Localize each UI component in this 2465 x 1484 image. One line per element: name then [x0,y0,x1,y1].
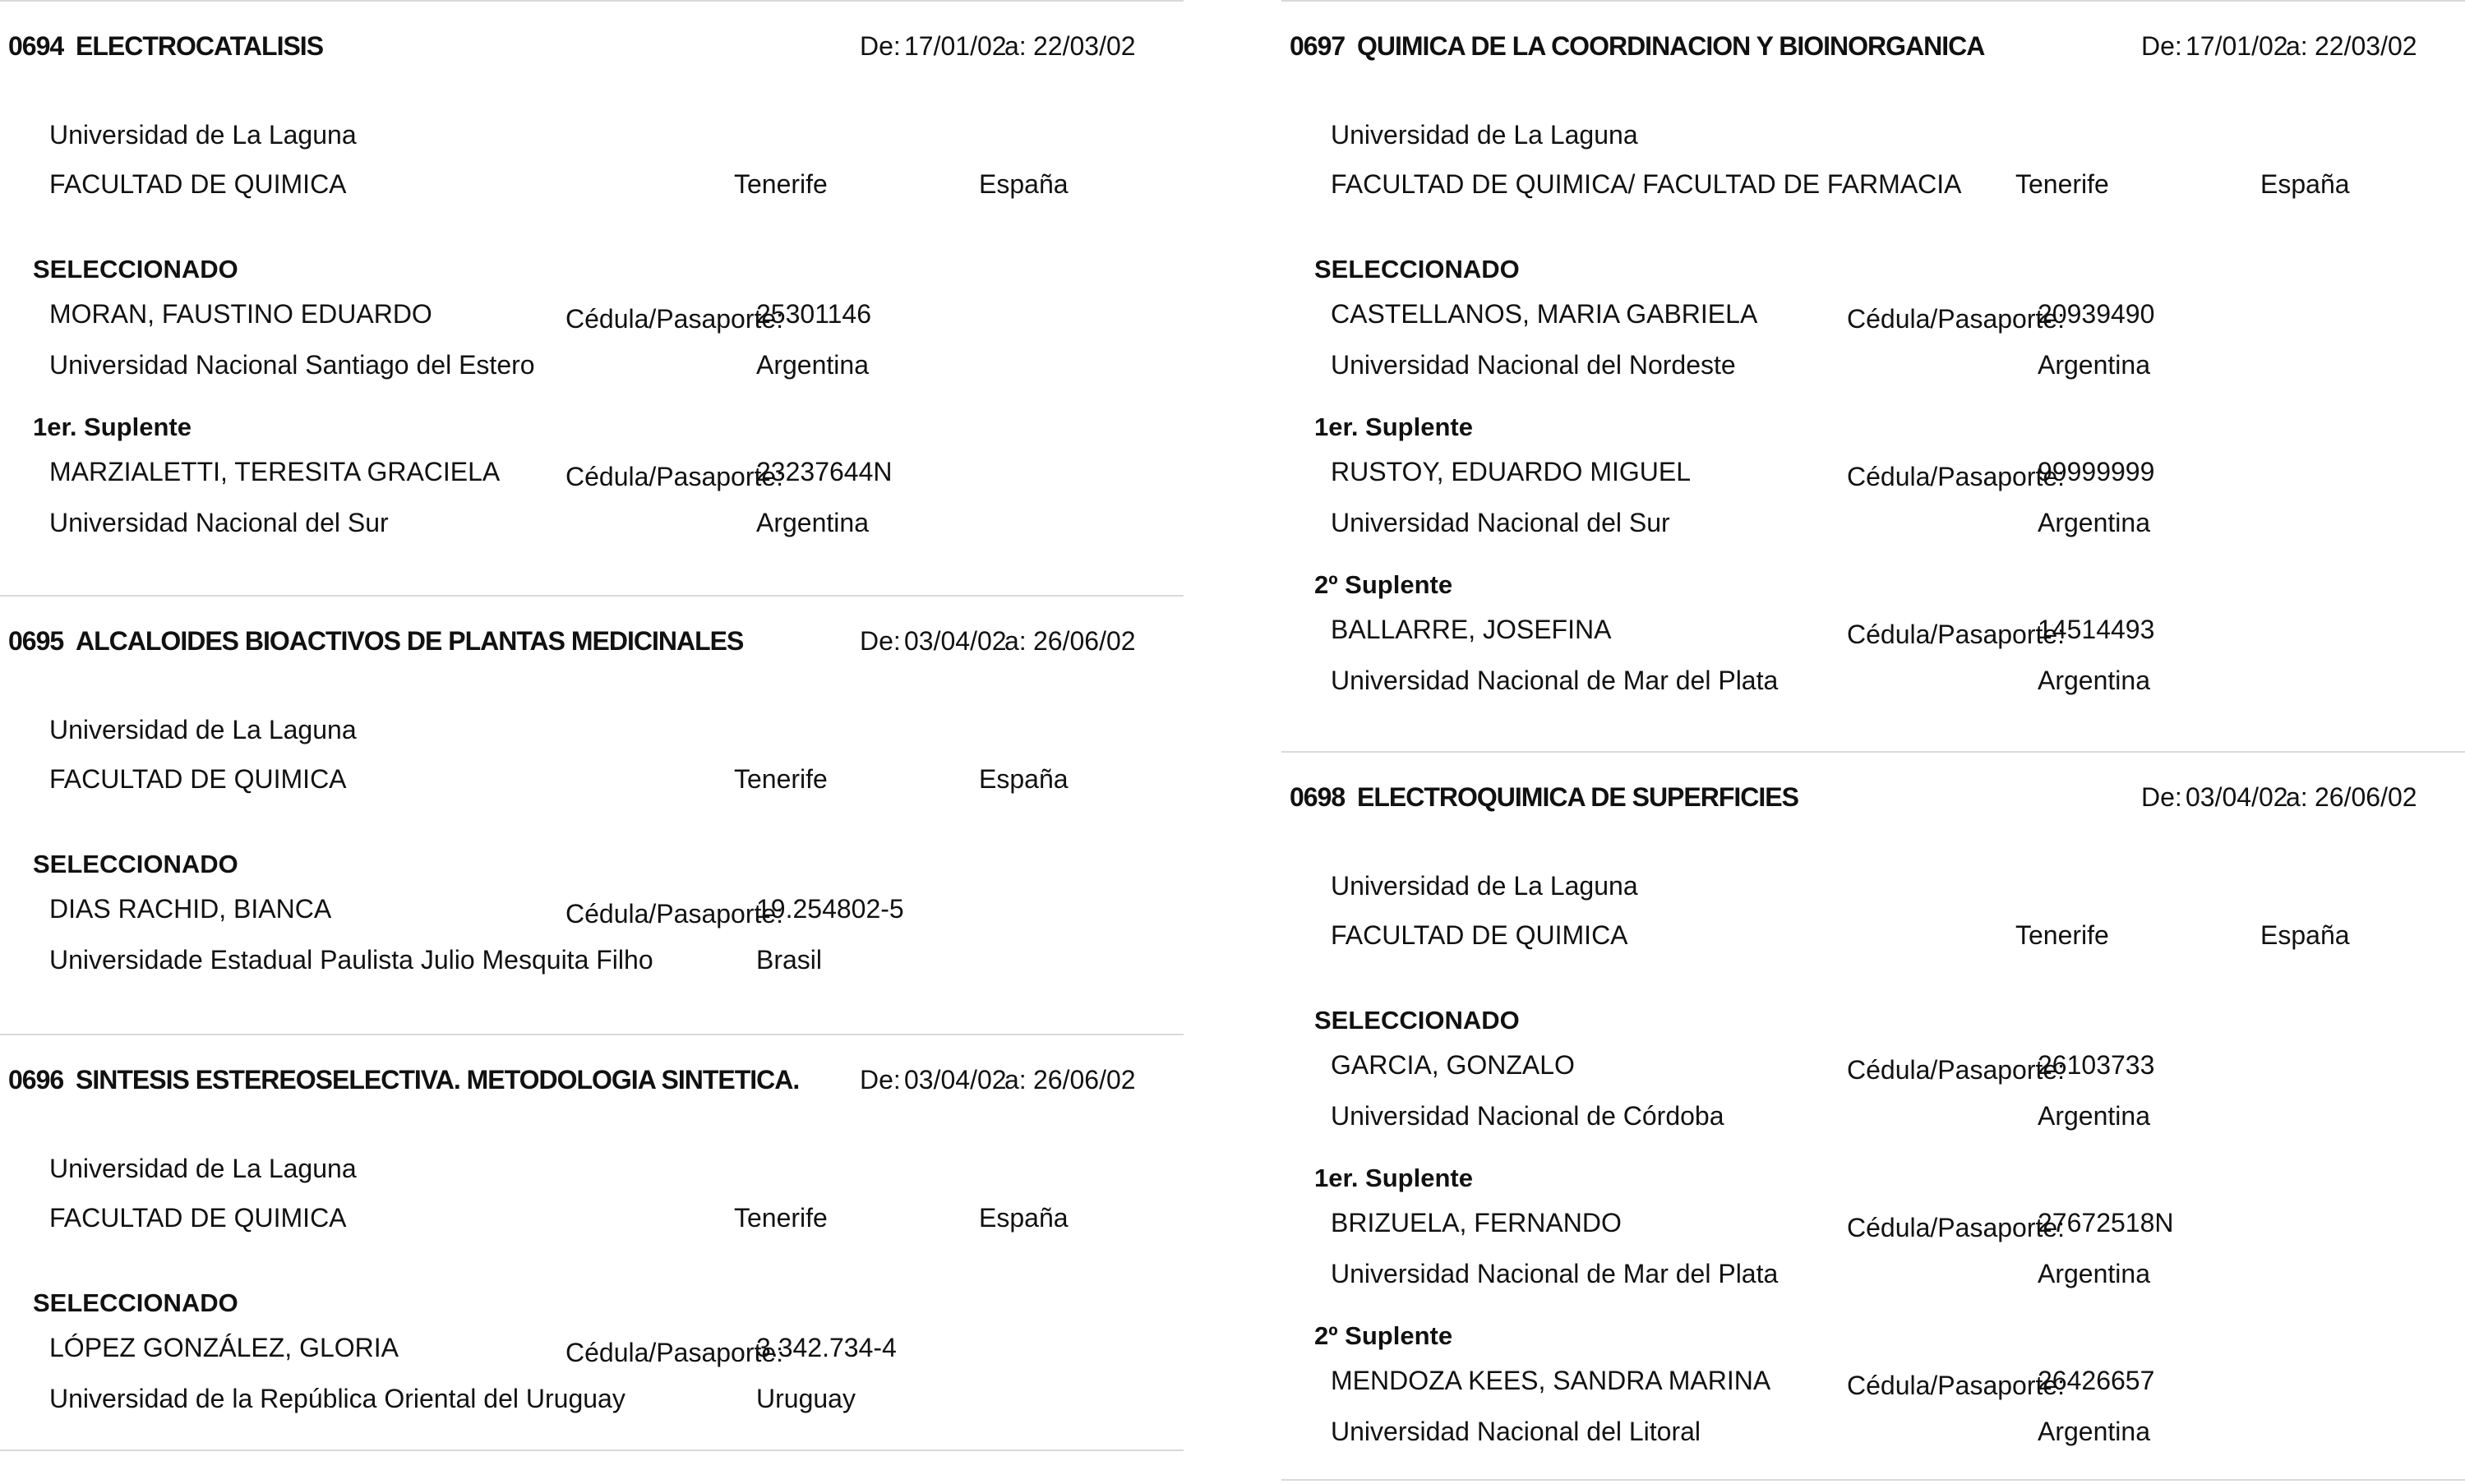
person-id: 99999999 [2038,457,2155,486]
person-id: 20939490 [2038,299,2155,329]
person-role: SELECCIONADO [1314,255,1520,283]
from-date: 03/04/02 [2186,782,2288,812]
course-title: SINTESIS ESTEREOSELECTIVA. METODOLOGIA SINTETICA. [76,1065,800,1095]
host-city: Tenerife [2015,920,2109,950]
host-city: Tenerife [734,169,828,199]
person-country: Argentina [2038,666,2150,695]
course-title: ELECTROCATALISIS [76,31,324,61]
left-column [0,0,1185,1451]
to-label: a: [2286,31,2308,61]
host-university: Universidad de La Laguna [1331,120,1638,150]
person-institution: Universidad Nacional de Córdoba [1331,1101,1724,1131]
from-label: De: [860,626,901,656]
person-institution: Universidad Nacional del Litoral [1331,1417,1701,1446]
to-label: a: [2286,782,2308,812]
to-label: a: [1004,626,1027,656]
person-role: 1er. Suplente [1314,412,1473,441]
person-country: Brasil [756,945,823,975]
host-university: Universidad de La Laguna [49,1154,357,1183]
person-country: Argentina [2038,1101,2150,1131]
course-code: 0698 [1290,782,1346,812]
person-name: MORAN, FAUSTINO EDUARDO [49,299,432,329]
id-label: Cédula/Pasaporte: [1847,462,2066,491]
person-role: SELECCIONADO [33,1288,238,1317]
id-label: Cédula/Pasaporte: [1847,620,2066,649]
person-id: 26103733 [2038,1050,2155,1080]
host-country: España [2260,920,2350,950]
to-date: 26/06/02 [1033,626,1136,656]
id-label: Cédula/Pasaporte: [565,899,784,929]
person-institution: Universidad Nacional de Mar del Plata [1331,666,1779,695]
person-role: SELECCIONADO [33,850,238,878]
id-label: Cédula/Pasaporte: [1847,304,2066,334]
course-code: 0694 [8,31,64,61]
to-label: a: [1004,1065,1027,1095]
person-role: SELECCIONADO [1314,1006,1520,1035]
person-name: BRIZUELA, FERNANDO [1331,1208,1622,1237]
id-label: Cédula/Pasaporte: [1847,1371,2066,1400]
from-label: De: [2141,782,2182,812]
person-institution: Universidad Nacional del Sur [49,508,389,537]
person-role: 2º Suplente [1314,1321,1453,1350]
from-date: 03/04/02 [904,626,1007,656]
person-name: RUSTOY, EDUARDO MIGUEL [1331,457,1692,486]
course-title: ELECTROQUIMICA DE SUPERFICIES [1357,782,1798,812]
course-record [0,595,1184,1011]
to-date: 22/03/02 [2315,31,2417,61]
id-label: Cédula/Pasaporte: [1847,1055,2066,1085]
from-label: De: [2141,31,2182,61]
host-faculty: FACULTAD DE QUIMICA/ FACULTAD DE FARMACIA [1331,169,1962,199]
host-faculty: FACULTAD DE QUIMICA [49,1203,347,1233]
person-country: Argentina [756,508,869,537]
host-faculty: FACULTAD DE QUIMICA [49,764,347,794]
course-code: 0697 [1290,31,1346,61]
person-country: Argentina [2038,1259,2150,1288]
course-record [0,0,1184,572]
person-institution: Universidad de la República Oriental del Uruguay [49,1384,625,1413]
from-date: 17/01/02 [2186,31,2288,61]
host-university: Universidad de La Laguna [1331,871,1638,901]
person-institution: Universidad Nacional Santiago del Estero [49,350,535,380]
host-city: Tenerife [2015,169,2109,199]
person-role: 1er. Suplente [1314,1164,1473,1192]
from-date: 03/04/02 [904,1065,1007,1095]
person-institution: Universidad Nacional de Mar del Plata [1331,1259,1779,1288]
person-id: 19.254802-5 [756,894,904,924]
person-country: Argentina [2038,508,2150,537]
host-country: España [979,764,1069,794]
to-date: 26/06/02 [2315,782,2417,812]
from-label: De: [860,1065,901,1095]
to-date: 26/06/02 [1033,1065,1136,1095]
person-name: DIAS RACHID, BIANCA [49,894,332,924]
person-country: Argentina [2038,1417,2150,1446]
person-name: MARZIALETTI, TERESITA GRACIELA [49,457,501,486]
person-name: CASTELLANOS, MARIA GABRIELA [1331,299,1758,329]
host-country: España [979,1203,1069,1233]
id-label: Cédula/Pasaporte: [565,304,784,334]
person-id: 26426657 [2038,1366,2155,1395]
person-name: LÓPEZ GONZÁLEZ, GLORIA [49,1333,399,1362]
id-label: Cédula/Pasaporte: [565,462,784,491]
person-id: 27672518N [2038,1208,2174,1237]
from-date: 17/01/02 [904,31,1007,61]
to-date: 22/03/02 [1033,31,1136,61]
person-role: 2º Suplente [1314,570,1453,599]
person-country: Uruguay [756,1384,856,1413]
person-country: Argentina [756,350,869,380]
from-label: De: [860,31,901,61]
host-country: España [2260,169,2350,199]
host-country: España [979,169,1069,199]
person-country: Argentina [2038,350,2150,380]
host-university: Universidad de La Laguna [49,715,357,744]
person-role: 1er. Suplente [33,412,192,441]
person-name: MENDOZA KEES, SANDRA MARINA [1331,1366,1771,1395]
host-university: Universidad de La Laguna [49,120,357,150]
host-faculty: FACULTAD DE QUIMICA [1331,920,1628,950]
host-city: Tenerife [734,1203,828,1233]
person-institution: Universidad Nacional del Nordeste [1331,350,1736,380]
to-label: a: [1004,31,1027,61]
course-record [1281,0,2465,728]
course-code: 0696 [8,1065,64,1095]
host-city: Tenerife [734,764,828,794]
course-code: 0695 [8,626,64,656]
course-record [0,1034,1184,1451]
right-column [1281,0,2465,1481]
person-id: 25301146 [756,299,871,329]
person-id: 3.342.734-4 [756,1333,897,1362]
person-name: BALLARRE, JOSEFINA [1331,615,1612,644]
person-name: GARCIA, GONZALO [1331,1050,1575,1080]
person-id: 23237644N [756,457,893,486]
person-institution: Universidade Estadual Paulista Julio Mesquita Filho [49,945,653,975]
id-label: Cédula/Pasaporte: [1847,1213,2066,1242]
id-label: Cédula/Pasaporte: [565,1338,784,1367]
person-institution: Universidad Nacional del Sur [1331,508,1670,537]
course-title: QUIMICA DE LA COORDINACION Y BIOINORGANICA [1357,31,1985,61]
person-id: 14514493 [2038,615,2155,644]
course-title: ALCALOIDES BIOACTIVOS DE PLANTAS MEDICINALES [76,626,744,656]
host-faculty: FACULTAD DE QUIMICA [49,169,347,199]
person-role: SELECCIONADO [33,255,238,283]
course-record [1281,751,2465,1481]
